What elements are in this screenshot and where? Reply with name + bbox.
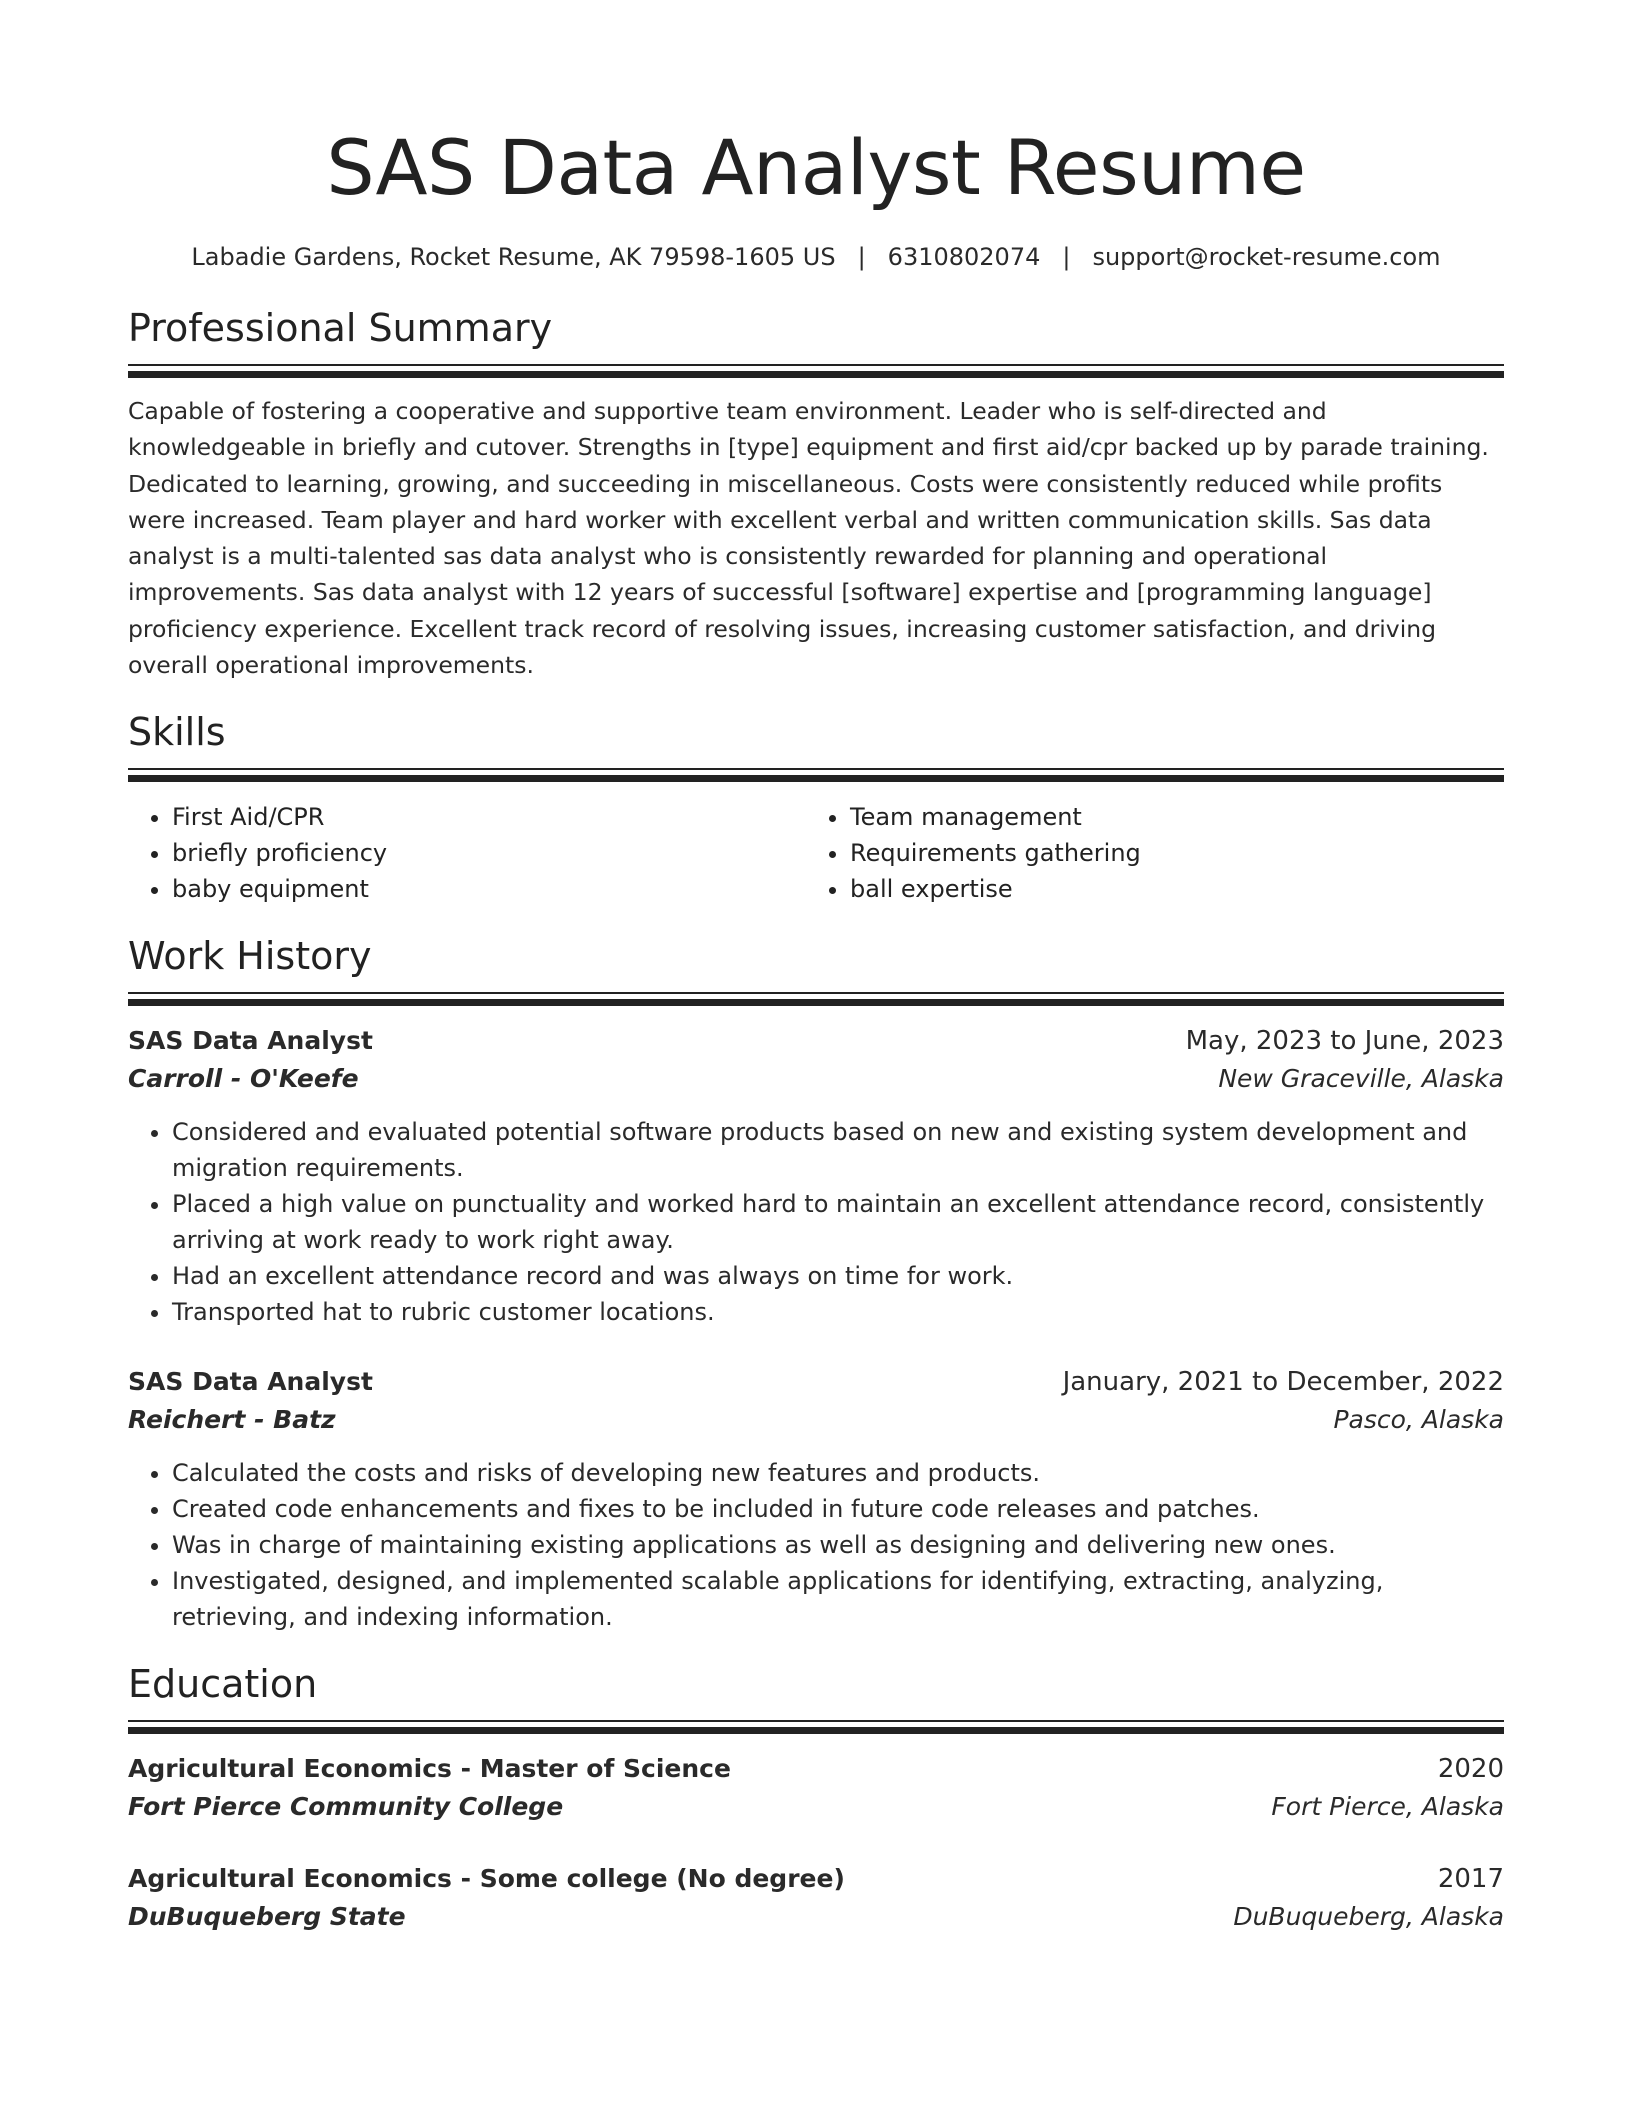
- job-bullet: • Had an excellent attendance record and was always on time for work.: [172, 1258, 1504, 1294]
- section-divider: [128, 768, 1504, 782]
- summary-section: [128, 304, 1504, 683]
- skill-item: • Team management: [850, 799, 1484, 835]
- skill-item: • Requirements gathering: [850, 835, 1484, 871]
- job-bullet: • Calculated the costs and risks of developing new features and products.: [172, 1455, 1504, 1491]
- job-title: SAS Data Analyst: [128, 1026, 373, 1056]
- contact-separator: |: [857, 243, 866, 271]
- skill-item: • First Aid/CPR: [172, 799, 806, 835]
- education-school: DuBuqueberg State: [128, 1902, 406, 1932]
- job-dates: January, 2021 to December, 2022: [1062, 1367, 1504, 1398]
- contact-email: support@rocket-resume.com: [1092, 243, 1441, 271]
- skills-heading: Skills: [128, 710, 226, 755]
- summary-text: Capable of fostering a cooperative and supportive team environment. Leader who is self-directed and knowledgeable in briefly and cutover. Strengths in [type] equipment and first aid/cpr backed up by parade training. Dedicated to learning, growing, and succeeding in miscellaneous. Costs were consistently reduced while profits were increased. Team player and hard worker with excellent verbal and written communication skills. Sas data analyst is a multi-talented sas data analyst who is consistently rewarded for planning and operational improvements. Sas data analyst with 12 years of successful [software] expertise and [programming language] proficiency experience. Excellent track record of resolving issues, increasing customer satisfaction, and driving overall operational improvements.: [128, 397, 1489, 680]
- contact-phone: 6310802074: [887, 243, 1041, 271]
- job-bullet: • Investigated, designed, and implemented scalable applications for identifying, extracting, analyzing, retrieving, and indexing information.: [172, 1563, 1504, 1635]
- section-divider: [128, 1720, 1504, 1734]
- job-bullets: [128, 1455, 1504, 1635]
- education-location: DuBuqueberg, Alaska: [1233, 1902, 1504, 1932]
- education-location: Fort Pierce, Alaska: [1271, 1792, 1504, 1822]
- job-bullets: [128, 1114, 1504, 1330]
- job-bullet: • Transported hat to rubric customer locations.: [172, 1294, 1504, 1330]
- job-entry: [128, 1363, 1504, 1635]
- education-degree: Agricultural Economics - Master of Science: [128, 1754, 731, 1784]
- contact-separator: |: [1062, 243, 1071, 271]
- skills-column-left: [128, 799, 806, 907]
- work-history-heading: Work History: [128, 934, 372, 979]
- education-year: 2017: [1437, 1864, 1504, 1895]
- job-company: Reichert - Batz: [128, 1405, 336, 1435]
- work-history-section: [128, 932, 1504, 1635]
- job-location: Pasco, Alaska: [1333, 1405, 1504, 1435]
- job-bullet: • Was in charge of maintaining existing applications as well as designing and delivering new ones.: [172, 1527, 1504, 1563]
- job-bullet: • Placed a high value on punctuality and worked hard to maintain an excellent attendance record, consistently arriving at work ready to work right away.: [172, 1186, 1504, 1258]
- job-location: New Graceville, Alaska: [1218, 1064, 1504, 1094]
- contact-address: Labadie Gardens, Rocket Resume, AK 79598-1605 US: [191, 243, 836, 271]
- education-year: 2020: [1437, 1754, 1504, 1785]
- education-school: Fort Pierce Community College: [128, 1792, 564, 1822]
- education-degree: Agricultural Economics - Some college (No degree): [128, 1864, 845, 1894]
- section-divider: [128, 364, 1504, 378]
- education-entry: [128, 1860, 1504, 1936]
- resume-page: [128, 0, 1504, 1936]
- section-divider: [128, 992, 1504, 1006]
- job-title: SAS Data Analyst: [128, 1367, 373, 1397]
- education-section: [128, 1660, 1504, 1936]
- education-entry: [128, 1750, 1504, 1826]
- summary-heading: Professional Summary: [128, 306, 553, 350]
- skill-item: • briefly proficiency: [172, 835, 806, 871]
- job-dates: May, 2023 to June, 2023: [1185, 1026, 1504, 1057]
- job-bullet: • Created code enhancements and fixes to be included in future code releases and patches.: [172, 1491, 1504, 1527]
- contact-line: [128, 240, 1504, 274]
- skill-item: • baby equipment: [172, 871, 806, 907]
- resume-title: SAS Data Analyst Resume: [326, 123, 1306, 212]
- skill-item: • ball expertise: [850, 871, 1484, 907]
- job-entry: [128, 1022, 1504, 1330]
- job-company: Carroll - O'Keefe: [128, 1064, 359, 1094]
- skills-list: [128, 799, 1504, 907]
- skills-section: [128, 708, 1504, 907]
- job-bullet: • Considered and evaluated potential software products based on new and existing system development and migration requirements.: [172, 1114, 1504, 1186]
- education-heading: Education: [128, 1662, 318, 1707]
- skills-column-right: [806, 799, 1484, 907]
